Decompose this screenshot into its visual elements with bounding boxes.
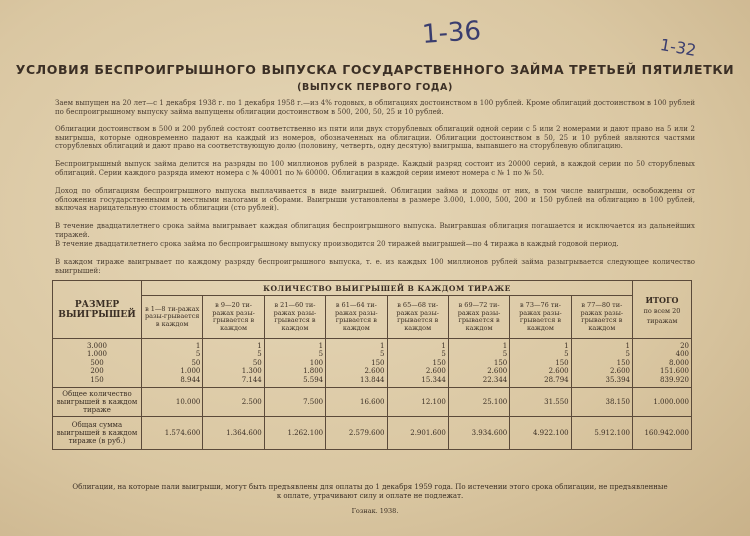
- prize-size: 200: [90, 367, 104, 376]
- handwritten-number: 1-36: [421, 15, 482, 51]
- total-count-cell: 25.100: [448, 388, 509, 417]
- total-sum-cell: 1.364.600: [203, 417, 264, 450]
- itogo-count: 20: [680, 341, 689, 350]
- prize-size-header: РАЗМЕР ВЫИГРЫШЕЙ: [53, 281, 142, 339]
- paragraph-every-bond-wins: В течение двадцатилетнего срока займа выигрывает каждая облигация беспроигрышного выпуска. Выигравшая облигация погашается и исключается из дальнейших тиражей.: [55, 222, 695, 239]
- prize-count: 2.600: [425, 367, 446, 376]
- table-row-total-count: [53, 388, 692, 417]
- prize-count: 50: [252, 358, 262, 367]
- total-sum-cell: 5.912.100: [571, 417, 632, 450]
- prize-count: 15.344: [421, 375, 446, 384]
- column-header: в 61—64 ти-ражах разы-грывается в каждом: [326, 296, 387, 339]
- prize-count: 1.300: [241, 367, 262, 376]
- total-count-cell: 31.550: [510, 388, 571, 417]
- column-header: в 9—20 ти-ражах разы-грывается в каждом: [203, 296, 264, 339]
- prize-count: 150: [555, 358, 569, 367]
- total-sum-cell: 1.262.100: [264, 417, 325, 450]
- prize-sizes-cell: [53, 339, 142, 388]
- itogo-title: ИТОГО: [645, 294, 679, 305]
- prize-count-cell: [203, 339, 264, 388]
- column-header: в 65—68 ти-ражах разы-грывается в каждом: [387, 296, 448, 339]
- total-sum-cell: 4.922.100: [510, 417, 571, 450]
- footnote: Облигации, на которые пали выигрыши, могут быть предъявлены для оплаты до 1 декабря 1959 года. По истечении этого срока облигации, не предъявленные к оплате, утрачивают силу и оплате не подлежат.: [72, 483, 668, 500]
- prize-count: 1: [625, 341, 630, 350]
- total-count-cell: 12.100: [387, 388, 448, 417]
- paragraph-draw-count: В течение двадцатилетнего срока займа по беспроигрышному выпуску производится 20 тиражей выигрышей—по 4 тиража в каждый годовой период.: [55, 240, 619, 248]
- prize-count: 1: [318, 341, 324, 350]
- prize-table: [52, 280, 692, 450]
- prize-count: 1.800: [303, 367, 324, 376]
- paragraph-issue-terms: Заем выпущен на 20 лет—с 1 декабря 1938 г. по 1 декабря 1958 г.—из 4% годовых, в облигациях достоинством в 100 рублей. Кроме облигаций достоинством в 100 рублей по беспроигрышному выпуску займа выпущены облигации достоинством в 500, 200, 50, 25 и 10 рублей.: [55, 99, 695, 116]
- prize-count-cell: [142, 339, 203, 388]
- prize-count-cell: [387, 339, 448, 388]
- prize-count: 5: [380, 350, 385, 359]
- draws-group-header: КОЛИЧЕСТВО ВЫИГРЫШЕЙ В КАЖДОМ ТИРАЖЕ: [142, 281, 633, 296]
- prize-count: 50: [191, 358, 201, 367]
- itogo-count-cell: [633, 339, 692, 388]
- prize-count: 150: [493, 358, 508, 367]
- prize-count: 1: [257, 341, 262, 350]
- total-count-cell: 7.500: [264, 388, 325, 417]
- printer-imprint: Гознак. 1938.: [351, 507, 399, 515]
- itogo-header: [633, 281, 692, 339]
- total-count-cell: 16.600: [326, 388, 387, 417]
- prize-size: 1.000: [86, 350, 108, 359]
- prize-count: 7.144: [241, 375, 262, 384]
- prize-count: 5: [625, 350, 630, 359]
- itogo-count: 151.600: [660, 367, 689, 376]
- prize-count: 5: [257, 350, 262, 359]
- prize-count: 100: [309, 358, 324, 367]
- prize-count: 5: [441, 350, 446, 359]
- prize-size: 150: [90, 375, 104, 384]
- prize-count-cell: [510, 339, 571, 388]
- column-header: в 73—76 ти-ражах разы-грывается в каждом: [510, 296, 571, 339]
- prize-count: 2.600: [487, 367, 508, 376]
- prize-count: 1: [502, 341, 508, 350]
- total-count-cell: 10.000: [142, 388, 203, 417]
- column-header: в 21—60 ти-ражах разы-грывается в каждом: [264, 296, 325, 339]
- column-header: в 69—72 ти-ражах разы-грывается в каждом: [448, 296, 509, 339]
- itogo-count: 400: [675, 350, 689, 359]
- prize-count: 13.844: [360, 375, 385, 384]
- prize-size: 3.000: [86, 341, 108, 350]
- prize-count: 8.944: [180, 375, 201, 384]
- prize-count: 5: [502, 350, 508, 359]
- prize-count: 1.000: [180, 367, 201, 376]
- prize-count: 5: [195, 350, 201, 359]
- prize-count: 150: [616, 358, 630, 367]
- paragraph-categories: Беспроигрышный выпуск займа делится на разряды по 100 миллионов рублей в разряде. Каждый разряд состоит из 20000 серий, в каждой серии по 50 сторублевых облигаций. Серии каждого разряда имеют номера с № 40001 по № 60000. Облигации в каждой серии имеют номера с № 1 по № 50.: [55, 160, 695, 177]
- prize-count: 1: [380, 341, 385, 350]
- column-header: в 77—80 ти-ражах разы-грывается в каждом: [571, 296, 632, 339]
- column-header: в 1—8 ти-ражах разы-грывается в каждом: [142, 296, 203, 339]
- prize-count: 5: [318, 350, 324, 359]
- total-sum-cell: 1.574.600: [142, 417, 203, 450]
- prize-count: 1: [195, 341, 201, 350]
- prize-count: 150: [371, 358, 385, 367]
- prize-count-cell: [264, 339, 325, 388]
- table-row-total-sum: [53, 417, 692, 450]
- paragraph-table-intro: В каждом тираже выигрывает по каждому разряду беспроигрышного выпуска, т. е. из каждых 100 миллионов рублей займа разыгрывается следующее количество выигрышей:: [55, 258, 695, 275]
- prize-count: 2.600: [609, 367, 630, 376]
- prize-count-cell: [326, 339, 387, 388]
- prize-count-cell: [571, 339, 632, 388]
- prize-size: 500: [90, 358, 104, 367]
- total-sum-cell: 2.579.600: [326, 417, 387, 450]
- handwritten-note: 1-32: [658, 34, 698, 61]
- itogo-subtitle: по всем 20 тиражам: [643, 306, 681, 325]
- total-sum-cell: 2.901.600: [387, 417, 448, 450]
- paragraph-income: Доход по облигациям беспроигрышного выпуска выплачивается в виде выигрышей. Облигации займа и доходы от них, в том числе выигрыши, освобождены от обложения государственными и местными налогами и сборами. Выигрыши установлены в размере 3.000, 1.000, 500, 200 и 150 рублей на облигацию в 100 рублей, включая нарицательную стоимость облигации (сто рублей).: [55, 187, 695, 213]
- total-count-cell: 2.500: [203, 388, 264, 417]
- prize-count: 28.794: [544, 375, 569, 384]
- total-count-cell: 38.150: [571, 388, 632, 417]
- itogo-count: 8.000: [668, 358, 689, 367]
- itogo-total-count: 1.000.000: [633, 388, 692, 417]
- prize-count: 2.600: [548, 367, 569, 376]
- prize-count-cell: [448, 339, 509, 388]
- prize-count: 2.600: [364, 367, 385, 376]
- document-subtitle: (ВЫПУСК ПЕРВОГО ГОДА): [297, 82, 453, 93]
- paragraph-denominations: Облигации достоинством в 500 и 200 рублей состоят соответственно из пяти или двух сторублевых облигаций одной серии с 5 или 2 номерами и дают право на 5 или 2 выигрыша, которые одновременно падают на каждый из номеров, обозначенных на облигации. Облигации достоинством в 50, 25 и 10 рублей являются частями сторублевых облигаций и дают право на соответствующую долю (половину, четверть, одну десятую) выигрыша, выпавшего на сторублевую облигацию.: [55, 125, 695, 151]
- prize-count: 5.594: [303, 375, 324, 384]
- itogo-total-sum: 160.942.000: [633, 417, 692, 450]
- table-row-prize-counts: [53, 339, 692, 388]
- prize-count: 1: [564, 341, 569, 350]
- prize-count: 22.344: [482, 375, 508, 384]
- itogo-count: 839.920: [660, 375, 689, 384]
- prize-count: 35.394: [605, 375, 630, 384]
- prize-count: 5: [564, 350, 569, 359]
- total-sum-cell: 3.934.600: [448, 417, 509, 450]
- row-label-total-count: Общее количество выигрышей в каждом тираже: [53, 388, 142, 417]
- row-label-total-sum: Общая сумма выигрышей в каждом тираже (в руб.): [53, 417, 142, 450]
- prize-count: 1: [441, 341, 446, 350]
- document-title: УСЛОВИЯ БЕСПРОИГРЫШНОГО ВЫПУСКА ГОСУДАРСТВЕННОГО ЗАЙМА ТРЕТЬЕЙ ПЯТИЛЕТКИ: [15, 62, 735, 77]
- prize-count: 150: [432, 358, 446, 367]
